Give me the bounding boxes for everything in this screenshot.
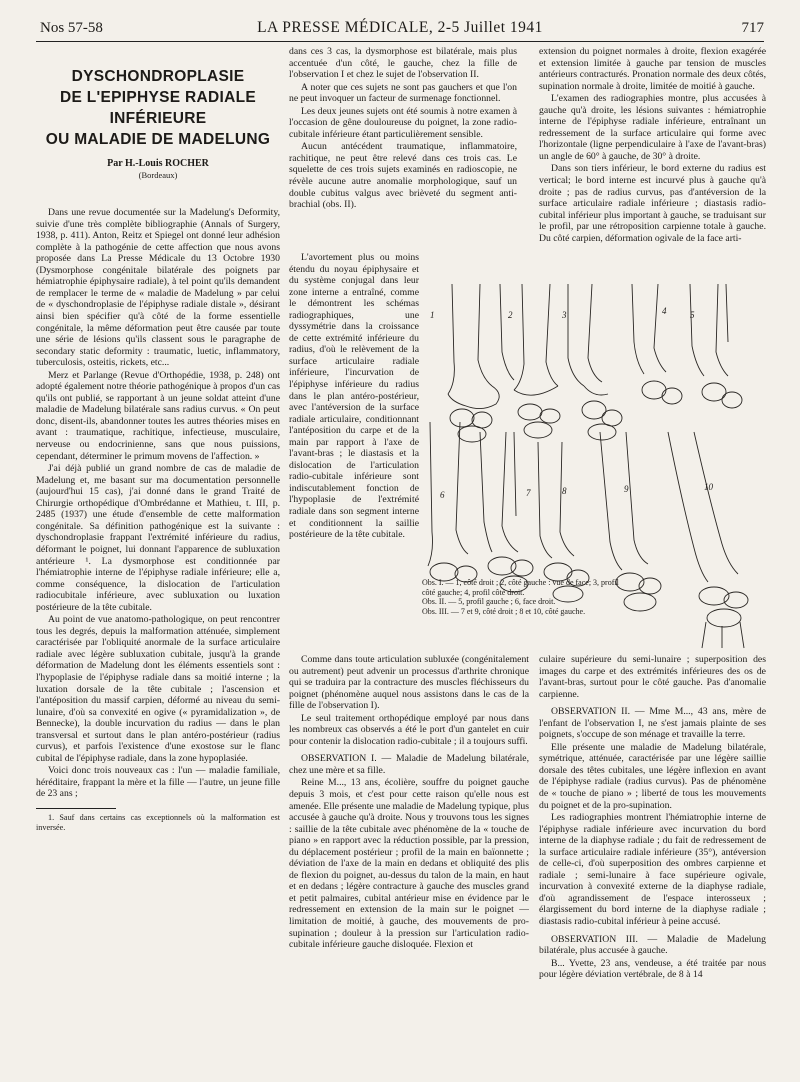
- paragraph: Les deux jeunes sujets ont été soumis à notre examen à l'occasion de gêne douloureuse du poignet, la zone radio-cubitale inférieure étant particulièrement sensible.: [289, 105, 517, 140]
- figure-label: 6: [440, 490, 445, 500]
- paragraph: Aucun antécédent traumatique, inflammatoire, rachitique, ne peut être relevé dans ces trois cas. Le squelette de ces trois sujets examinés en radioscopie, ne révèle aucune autre anomalie morphologique, sauf un double cubitus valgus avec brièveté du segment anti-brachial (obs. II).: [289, 141, 517, 211]
- column-2-bottom: [289, 654, 529, 1064]
- paragraph: Au point de vue anatomo-pathologique, on peut rencontrer tous les degrés, depuis la malformation atténuée, simplement caractérisée par l'obliquité anormale de la surface articulaire radiale avec légère subluxation cubitale, jusqu'à la grande déformation de Madelung dont les éléments essentiels sont : l'hypoplasie de l'épiphyse radiale dans sa moitié interne ; la luxation dorsale de la tête cubitale ; l'ascension et l'antéposition du massif carpien, déformé au niveau du semi-lunaire, d'où sa convexité en ogive (« pyramidalization », de Bennecke), la double incurvation du radius — dans le plan transversal et surtout dans le plan antéro-postérieur (radius curvus), et parfois l'existence d'une exostose sur le flanc cubital de l'épiphyse radiale, dans la zone hypoplasiée.: [36, 614, 280, 764]
- page-number: 717: [741, 20, 764, 36]
- observation-heading: OBSERVATION I. — Maladie de Madelung bilatérale, chez une mère et sa fille.: [289, 753, 529, 776]
- paragraph: A noter que ces sujets ne sont pas gauchers et que l'on ne peut invoquer un facteur de surmenage fonctionnel.: [289, 81, 517, 105]
- paragraph: Dans une revue documentée sur la Madelung's Deformity, suivie d'une très complète bibliographie (Annals of Surgery, 1938, p. 411). Anton, Reitz et Spiegel ont donné leur adhésion complète à la pathogénie de cette affection que nous avons proposée dans La Presse Médicale du 13 Octobre 1930 (Dysmorphose congénitale bilatérale des poignets par hémiatrophie épiphysaire radiale), à tel point qu'ils demandent de remplacer le terme de « maladie de Madelung » par celui de « dyschondroplasie de l'épiphyse radiale distale », désirant ainsi bien spécifier qu'à côté de la forme essentielle congénitale, la même déformation peut être causée par toute une série de lésions qu'ils classent sous le paragraphe de secondary static deformity : traumatic, luetic, inflammatory, tuberculosis, osteitis, rickets, etc...: [36, 207, 280, 369]
- figure-label: 8: [562, 486, 567, 496]
- paragraph: Les radiographies montrent l'hémiatrophie interne de l'épiphyse radiale inférieure avec incurvation du bord interne de la diaphyse radiale ; du fait de redressement de la surface articulaire radiale inférieure (35°), antéversion de celle-ci, d'où superposition des ombres carpienne et radiale ; semi-lunaire à face supérieure ogivale, incurvation à convexité externe de la diaphyse radiale, d'où agrandissement de l'espace interosseux ; élargissement du bord interne de la diaphyse radiale ; diastasis radio-cubital inférieur à peine accusé.: [539, 812, 766, 928]
- issue-number: Nos 57-58: [40, 20, 103, 36]
- title-line: DYSCHONDROPLASIE: [71, 68, 245, 85]
- paragraph: Dans son tiers inférieur, le bord externe du radius est vertical; le bord interne est incurvé plus à gauche qu'à droite ; pas de radius curvus, pas d'antéversion de la surface articulaire radiale inférieure ; diastasis radio-cubital inférieur plus important à gauche, se traduisant sur le profil, par une rétroposition carpienne totale à gauche. Du côté carpien, déformation ogivale de la face arti-: [539, 163, 766, 244]
- figure-label: 5: [690, 310, 695, 320]
- paragraph: L'avortement plus ou moins étendu du noyau épiphysaire et du système conjugal dans leur zone interne a entraîné, comme le démontrent les schémas radiographiques, une dyssymétrie dans la croissance de cette extrémité inférieure du radius, d'où le relèvement de la surface articulaire radiale inférieure, l'incurvation de l'épiphyse inférieure du radius dans le plan antéro-postérieur, avec l'antéversion de la surface radiale articulaire, conditionnant l'antéposition du carpe et de la main par rapport à l'axe de l'avant-bras ; le diastasis et la dislocation de l'articulation radio-cubitale inférieure sont indiscutablement fonction de l'hypoplasie de l'extrémité radiale dans son segment interne et conditionnent la saillie postérieure de la tête cubitale.: [289, 252, 419, 541]
- column-3-bottom: [539, 654, 766, 1064]
- radiograph-figure: [422, 282, 766, 650]
- paragraph: Reine M..., 13 ans, écolière, souffre du poignet gauche depuis 3 mois, et c'est pour cette raison qu'elle nous est amenée. Elle présente une maladie de Madelung typique, plus accusée à gauche qu'à droite. Nous y trouvons tous les signes : saillie de la tête cubitale avec phénomène de la « touche de piano » en rapport avec la réduction possible, par la pression, du déplacement postérieur ; profil de la main en baïonnette ; déviation de l'axe de la main en dedans et obliquité des plis de flexion du poignet, au-dessus du talon de la main, en haut et en dedans ; légère contracture à gauche des muscles grand et petit palmaires, cubital antérieur mise en évidence par le redressement en extension de la main sur le poignet — limitation de moitié, à gauche, des mouvements de pro-supination ; douleur à la pression sur l'articulation radio-cubitale inférieure gauche disloquée. Flexion et: [289, 777, 529, 951]
- footnote: 1. Sauf dans certains cas exceptionnels où la malformation est inversée.: [36, 812, 280, 832]
- paragraph: Voici donc trois nouveaux cas : l'un — maladie familiale, héréditaire, frappant la mère et la fille — l'autre, un jeune fille de 23 ans ;: [36, 765, 280, 800]
- figure-label: 7: [526, 488, 531, 498]
- paragraph: J'ai déjà publié un grand nombre de cas de maladie de Madelung et, me basant sur ma documentation personnelle (aujourd'hui 15 cas), j'ai donné dans le grand Traité de Chirurgie orthopédique d'Ombrédanne et Mathieu, t. III, p. 2485 (1937) une étude d'ensemble de cette malformation congénitale. Sa définition pathogénique est la suivante : dyschondroplasie frappant l'extrémité inférieure du radius, déformant le poignet, lui donnant l'apparence de subluxation antérieure ¹. La dysmorphose est conditionnée par l'hémiatrophie interne de l'épiphyse radiale inférieure; elle a, comme conséquence, la dislocation de l'articulation radiocubitale inférieure, avec subluxation ou luxation postérieure de la tête cubitale.: [36, 463, 280, 613]
- caption-line: Obs. III. — 7 et 9, côté droit ; 8 et 10, côté gauche.: [422, 606, 586, 616]
- caption-line: Obs. I. — 1, côté droit ; 2, côté gauche : vue de face; 3, profil côté gauche; 4, profil côté droit.: [422, 578, 619, 597]
- column-1: [36, 60, 280, 1066]
- paragraph: L'examen des radiographies montre, plus accusées à gauche qu'à droite, les lésions suivantes : hémiatrophie interne de l'épiphyse radiale inférieure, entraînant un redressement de la surface articulaire qui forme avec l'horizontale (ligne perpendiculaire à l'axe de l'avant-bras) un angle de 60° à gauche, de 30° à droite.: [539, 93, 766, 162]
- figure-label: 9: [624, 484, 629, 494]
- paragraph: Comme dans toute articulation subluxée (congénitalement ou autrement) peut advenir un processus d'arthrite chronique qui se traduira par la contracture des muscles fléchisseurs du poignet (phénomène auquel nous assistons dans le cas de la fille de l'observation I).: [289, 654, 529, 712]
- figure-label: 1: [430, 310, 435, 320]
- title-line: DE L'EPIPHYSE RADIALE: [59, 89, 257, 106]
- figure-label: 2: [508, 310, 513, 320]
- column-2-narrow: [289, 252, 419, 654]
- footnote-rule: [36, 808, 116, 809]
- caption-line: Obs. II. — 5, profil gauche ; 6, face droit.: [422, 597, 556, 607]
- figure-label: 4: [662, 306, 667, 316]
- observation-heading: OBSERVATION III. — Maladie de Madelung bilatérale, plus accusée à gauche.: [539, 933, 766, 957]
- journal-title: LA PRESSE MÉDICALE, 2-5 Juillet 1941: [257, 19, 543, 36]
- figure-label: 3: [562, 310, 567, 320]
- paragraph: Le seul traitement orthopédique employé par nous dans les nombreux cas observés a été le port d'un gantelet en cuir pour contenir la dislocation radio-cubitale ; il a toujours suffi.: [289, 712, 529, 747]
- column-2-top: [289, 46, 517, 211]
- figure-label: 10: [704, 482, 713, 492]
- paragraph: Merz et Parlange (Revue d'Orthopédie, 1938, p. 248) ont adopté également notre théorie pathogénique à propos d'un cas qu'ils ont publié, se rapportant à un jeune soldat atteint d'une maladie de Madelung bilatérale sans radius curvus. « On peut donc, disent-ils, abandonner toutes les autres théories mises en avant : traumatique, rachitique, infectieuse, musculaire, nerveuse ou endocrinienne, sans que nous puissions, cependant, déterminer le primum movens de l'affection. »: [36, 369, 280, 462]
- figure-caption: [422, 578, 630, 616]
- author: Par H.-Louis ROCHER: [107, 158, 209, 169]
- affiliation: (Bordeaux): [138, 169, 178, 180]
- observation-heading: OBSERVATION II. — Mme M..., 43 ans, mère de l'enfant de l'observation I, ne s'est jamais plainte de ses poignets, s'occupe de son ménage et travaille la terre.: [539, 706, 766, 741]
- paragraph: B... Yvette, 23 ans, vendeuse, a été traitée par nous pour légère déviation vertébrale, de 8 à 14: [539, 957, 766, 981]
- paragraph: dans ces 3 cas, la dysmorphose est bilatérale, mais plus accentuée d'un côté, le gauche, chez la fille de l'observation I et chez le sujet de l'observation II.: [289, 46, 517, 81]
- title-line: OU MALADIE DE MADELUNG: [45, 131, 271, 148]
- article-title: [36, 66, 280, 150]
- page-header: [36, 18, 764, 40]
- paragraph: extension du poignet normales à droite, flexion exagérée et extension limitée à gauche par tension de muscles antérieurs contracturés. Pronation normale des deux côtés, supination normale à droite, limitée de moitié à gauche.: [539, 46, 766, 92]
- paragraph: culaire supérieure du semi-lunaire ; superposition des images du carpe et des extrémités inférieures des os de l'avant-bras, surtout pour le côté gauche. Pas d'anomalie carpienne.: [539, 654, 766, 700]
- header-rule: [36, 41, 764, 42]
- column-3-top: [539, 46, 766, 244]
- paragraph: Elle présente une maladie de Madelung bilatérale, symétrique, atténuée, caractérisée par une légère saillie dorsale des têtes cubitales, une légère inflexion en avant de l'épiphyse radiale (radius curvus). Pas de phénomène de « touche de piano » ; liberté de tous les mouvements du poignet et de la pro-supination.: [539, 741, 766, 811]
- title-line: INFÉRIEURE: [109, 110, 207, 127]
